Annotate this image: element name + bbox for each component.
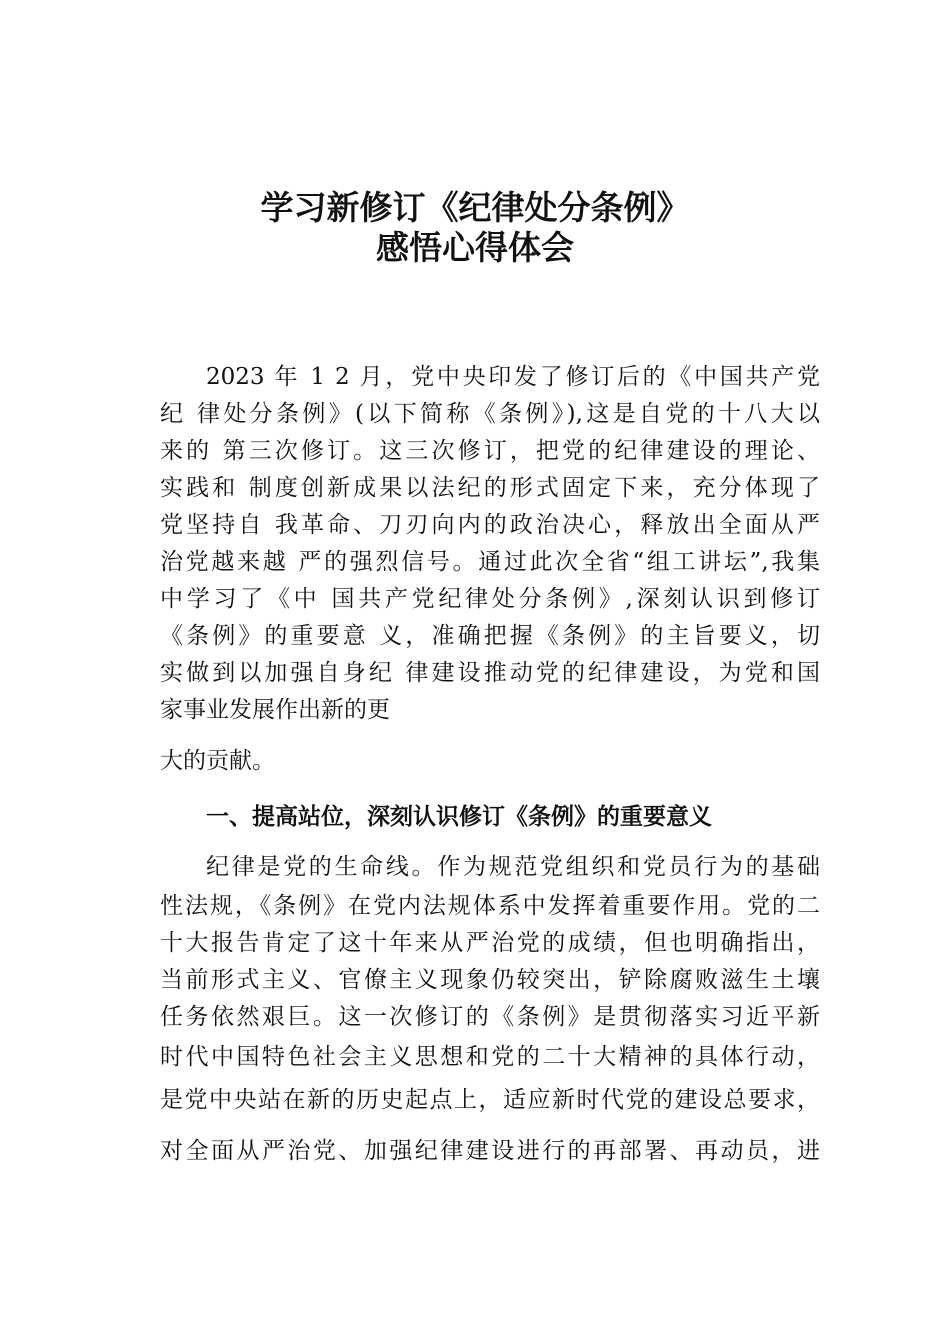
intro-line: 中学习了《中 国共产党纪律处分条例》,深刻认识到修订 (160, 586, 820, 612)
intro-line: 治党越来越 严的强烈信号。通过此次全省“组工讲坛”,我集 (160, 549, 820, 575)
section-heading: 一、提高站位，深刻认识修订《条例》的重要意义 (206, 804, 712, 830)
document-title-line-2: 感悟心得体会 (376, 228, 574, 267)
section-line: 性法规，《条例》在党内法规体系中发挥着重要作用。党的二 (160, 893, 820, 919)
section-line: 对全面从严治党、加强纪律建设进行的再部署、再动员，进 (160, 1138, 820, 1164)
document-title-line-1: 学习新修订《纪律处分条例》 (260, 188, 690, 227)
intro-line: 家事业发展作出新的更 (160, 697, 390, 723)
section-line: 任务依然艰巨。这一次修订的《条例》是贯彻落实习近平新 (160, 1004, 820, 1030)
intro-line: 2023 年 1 2 月，党中央印发了修订后的《中国共产党 (206, 364, 820, 390)
intro-line: 党坚持自 我革命、刀刃向内的政治决心，释放出全面从严 (160, 512, 820, 538)
section-line: 是党中央站在新的历史起点上，适应新时代党的建设总要求， (160, 1087, 820, 1113)
intro-continuation: 大的贡献。 (160, 748, 275, 774)
section-line: 时代中国特色社会主义思想和党的二十大精神的具体行动， (160, 1044, 820, 1070)
intro-line: 实践和 制度创新成果以法纪的形式固定下来，充分体现了 (160, 475, 820, 501)
section-line: 十大报告肯定了这十年来从严治党的成绩，但也明确指出， (160, 930, 820, 956)
intro-line: 纪 律处分条例》(以下简称《条例》),这是自党的十八大以 (160, 401, 820, 427)
intro-line: 实做到以加强自身纪 律建设推动党的纪律建设，为党和国 (160, 660, 820, 686)
intro-line: 来的 第三次修订。这三次修订，把党的纪律建设的理论、 (160, 438, 820, 464)
section-line: 当前形式主义、官僚主义现象仍较突出，铲除腐败滋生土壤 (160, 967, 820, 993)
intro-line: 《条例》的重要意 义，准确把握《条例》的主旨要义，切 (160, 623, 820, 649)
section-line: 纪律是党的生命线。作为规范党组织和党员行为的基础 (206, 854, 820, 880)
